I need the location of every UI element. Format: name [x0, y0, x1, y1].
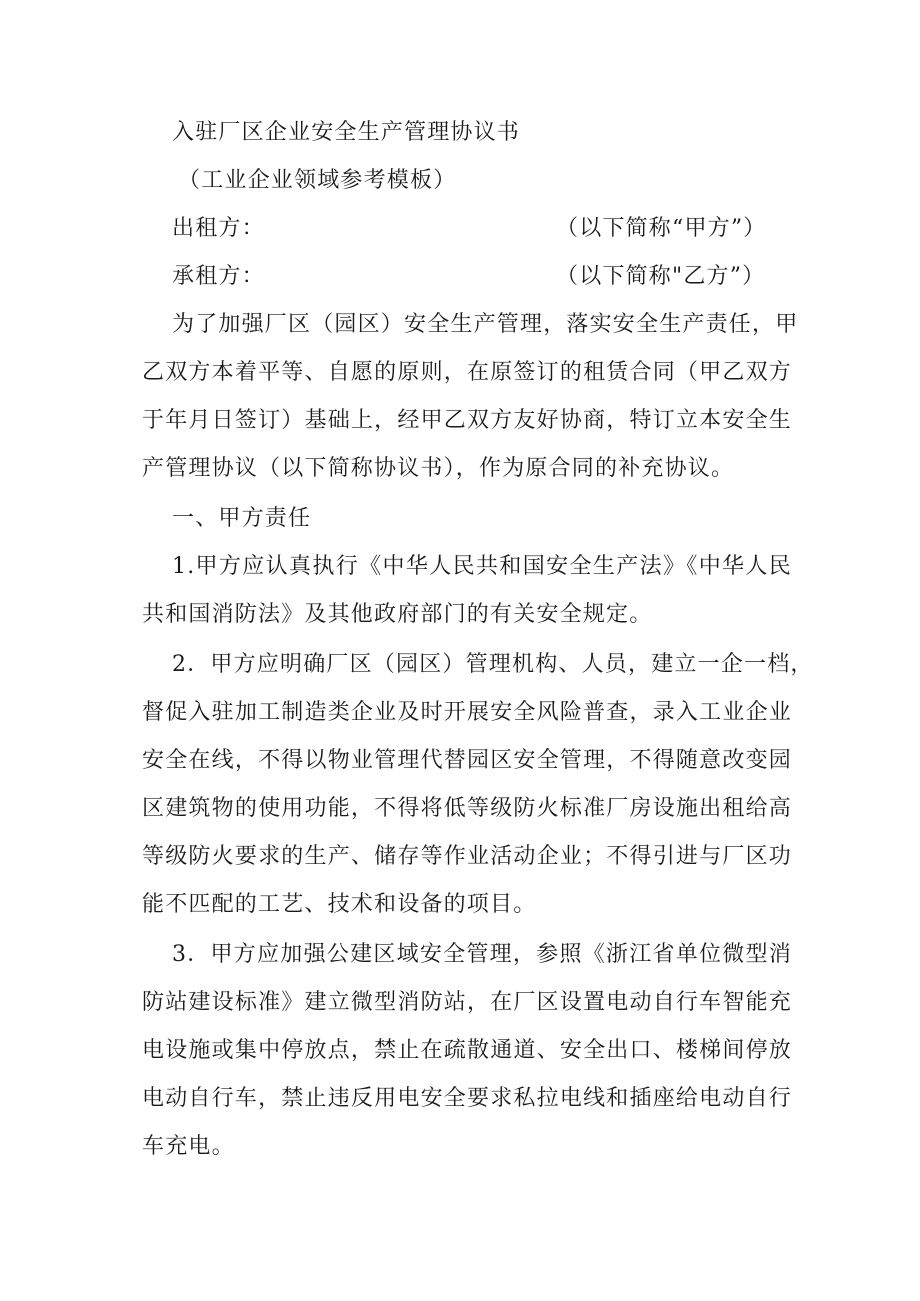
document-title: 入驻厂区企业安全生产管理协议书 — [172, 120, 521, 145]
clause3-line: 电设施或集中停放点，禁止在疏散通道、安全出口、楼梯间停放 — [142, 1038, 792, 1063]
intro-line: 为了加强厂区（园区）安全生产管理，落实安全生产责任，甲 — [172, 312, 799, 337]
intro-line: 乙双方本着平等、自愿的原则，在原签订的租赁合同（甲乙双方 — [142, 360, 792, 385]
lessee-note: （以下简称"乙方”） — [556, 264, 766, 289]
clause2-line: 等级防火要求的生产、储存等作业活动企业；不得引进与厂区功 — [142, 844, 792, 869]
section-heading: 一、甲方责任 — [172, 506, 312, 531]
clause1-line: 1.甲方应认真执行《中华人民共和国安全生产法》《中华人民 — [172, 554, 792, 579]
lessee-label: 承租方： — [172, 264, 265, 289]
clause3-line: 电动自行车，禁止违反用电安全要求私拉电线和插座给电动自行 — [142, 1086, 792, 1111]
intro-line: 于年月日签订）基础上，经甲乙双方友好协商，特订立本安全生 — [142, 408, 792, 433]
clause2-line: 督促入驻加工制造类企业及时开展安全风险普查，录入工业企业 — [142, 700, 792, 725]
clause2-line: 区建筑物的使用功能，不得将低等级防火标准厂房设施出租给高 — [142, 796, 792, 821]
clause3-line: 车充电。 — [142, 1134, 235, 1159]
clause3-line: 防站建设标准》建立微型消防站，在厂区设置电动自行车智能充 — [142, 990, 792, 1015]
clause1-line: 共和国消防法》及其他政府部门的有关安全规定。 — [142, 602, 653, 627]
lessor-label: 出租方： — [172, 216, 265, 241]
intro-line: 产管理协议（以下简称协议书），作为原合同的补充协议。 — [142, 456, 735, 481]
clause3-line: 3．甲方应加强公建区域安全管理，参照《浙江省单位微型消 — [172, 942, 792, 967]
lessor-note: （以下简称“甲方”） — [556, 216, 767, 241]
clause2-line: 2．甲方应明确厂区（园区）管理机构、人员，建立一企一档， — [172, 652, 814, 677]
document-subtitle: （工业企业领域参考模板） — [178, 168, 457, 193]
clause2-line: 安全在线，不得以物业管理代替园区安全管理，不得随意改变园 — [142, 748, 792, 773]
clause2-line: 能不匹配的工艺、技术和设备的项目。 — [142, 892, 537, 917]
